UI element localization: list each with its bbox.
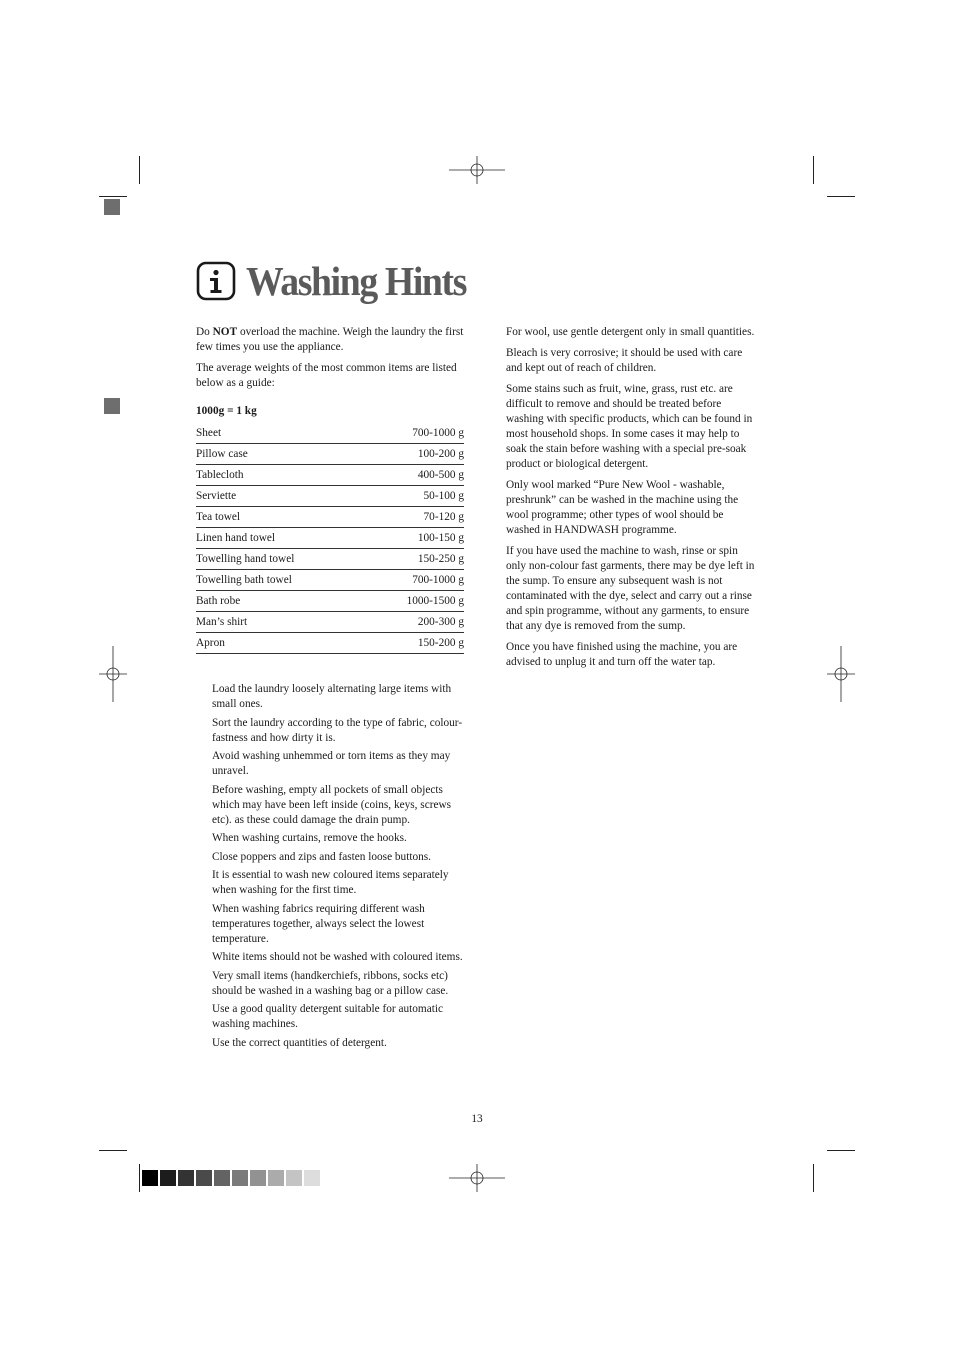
item-name: Tablecloth (196, 465, 365, 486)
list-item: Close poppers and zips and fasten loose buttons. (212, 850, 431, 863)
list-item: Use a good quality detergent suitable for automatic washing machines. (212, 1003, 443, 1030)
item-weight: 200-300 g (365, 612, 464, 633)
crop-mark (99, 1150, 127, 1151)
info-icon (196, 261, 236, 301)
table-row (196, 612, 464, 633)
item-weight: 100-200 g (365, 444, 464, 465)
item-weight: 100-150 g (365, 528, 464, 549)
item-name: Serviette (196, 486, 365, 507)
left-column (196, 325, 464, 654)
item-name: Man’s shirt (196, 612, 365, 633)
color-swatch (232, 1170, 248, 1186)
page-title: Washing Hints (246, 258, 467, 304)
table-row (196, 507, 464, 528)
list-item: White items should not be washed with coloured items. (212, 951, 463, 963)
item-weight: 400-500 g (365, 465, 464, 486)
color-swatch (196, 1170, 212, 1186)
item-weight: 150-250 g (365, 549, 464, 570)
intro-paragraph: Do NOT overload the machine. Weigh the laundry the first few times you use the appliance. (196, 326, 464, 353)
item-weight: 700-1000 g (365, 423, 464, 444)
side-marker (104, 199, 120, 215)
crop-mark (827, 1150, 855, 1151)
color-swatch (214, 1170, 230, 1186)
color-swatch (250, 1170, 266, 1186)
crop-mark (827, 196, 855, 197)
crop-mark (139, 1164, 140, 1192)
table-row (196, 633, 464, 654)
item-name: Sheet (196, 423, 365, 444)
color-swatch (304, 1170, 320, 1186)
list-item: Very small items (handkerchiefs, ribbons, socks etc) should be washed in a washing bag or a pillow case. (212, 969, 449, 997)
paragraph: Only wool marked “Pure New Wool - washable, preshrunk” can be washed in the machine using the wool programme; other types of wool should be washed in HANDWASH programme. (506, 479, 739, 536)
table-row (196, 444, 464, 465)
item-name: Linen hand towel (196, 528, 365, 549)
paragraph: Once you have finished using the machine, you are advised to unplug it and turn off the water tap. (506, 641, 738, 668)
hints-list (212, 682, 466, 1054)
list-item: Use the correct quantities of detergent. (212, 1036, 387, 1049)
item-weight: 70-120 g (365, 507, 464, 528)
color-swatch (178, 1170, 194, 1186)
registration-mark-icon (449, 1164, 505, 1192)
registration-mark-icon (449, 156, 505, 184)
list-item: Avoid washing unhemmed or torn items as they may unravel. (212, 750, 451, 777)
list-item: When washing curtains, remove the hooks. (212, 832, 407, 844)
table-row (196, 486, 464, 507)
list-item: It is essential to wash new coloured items separately when washing for the first time. (212, 869, 449, 896)
color-swatch (268, 1170, 284, 1186)
crop-mark (99, 196, 127, 197)
table-row (196, 423, 464, 444)
intro-paragraph: The average weights of the most common items are listed below as a guide: (196, 362, 457, 389)
item-name: Towelling bath towel (196, 570, 365, 591)
page-heading (196, 258, 485, 304)
registration-mark-icon (827, 646, 855, 702)
item-weight: 150-200 g (365, 633, 464, 654)
weight-table-title: 1000g = 1 kg (196, 405, 257, 417)
paragraph: Bleach is very corrosive; it should be used with care and kept out of reach of children. (506, 347, 743, 374)
side-marker (104, 398, 120, 414)
list-item: Sort the laundry according to the type of fabric, colour-fastness and how dirty it is. (212, 716, 463, 744)
item-name: Towelling hand towel (196, 549, 365, 570)
list-item: When washing fabrics requiring different wash temperatures together, always select the lowest temperature. (212, 902, 425, 945)
list-item: Before washing, empty all pockets of small objects which may have been left inside (coins, keys, screws etc). as these could damage the drain pump. (212, 783, 452, 826)
item-name: Pillow case (196, 444, 365, 465)
paragraph: Some stains such as fruit, wine, grass, rust etc. are difficult to remove and should be treated before washing with specific products, which can be found in most household shops. In some cases it may help to soak the stain before washing with a special pre-soak product or biological detergent. (506, 383, 753, 470)
paragraph: If you have used the machine to wash, rinse or spin only non-colour fast garments, there may be dye left in the sump. To ensure any subsequent wash is not contaminated with the dye, select and carry out a rinse and spin programme, without any garments, to ensure that any dye is removed from the sump. (506, 545, 755, 632)
item-name: Apron (196, 633, 365, 654)
item-name: Bath robe (196, 591, 365, 612)
list-item: Load the laundry loosely alternating large items with small ones. (212, 683, 452, 710)
weight-table (196, 423, 464, 654)
color-swatch (286, 1170, 302, 1186)
table-row (196, 465, 464, 486)
table-row (196, 591, 464, 612)
table-row (196, 528, 464, 549)
registration-mark-icon (99, 646, 127, 702)
item-weight: 50-100 g (365, 486, 464, 507)
crop-mark (813, 1164, 814, 1192)
table-row (196, 549, 464, 570)
paragraph: For wool, use gentle detergent only in small quantities. (506, 326, 755, 338)
item-weight: 700-1000 g (365, 570, 464, 591)
crop-mark (139, 156, 140, 184)
crop-mark (813, 156, 814, 184)
color-swatch (160, 1170, 176, 1186)
item-name: Tea towel (196, 507, 365, 528)
right-column (506, 325, 756, 676)
color-bar (142, 1170, 320, 1186)
table-row (196, 570, 464, 591)
page-number: 13 (471, 1113, 483, 1125)
color-swatch (142, 1170, 158, 1186)
item-weight: 1000-1500 g (365, 591, 464, 612)
